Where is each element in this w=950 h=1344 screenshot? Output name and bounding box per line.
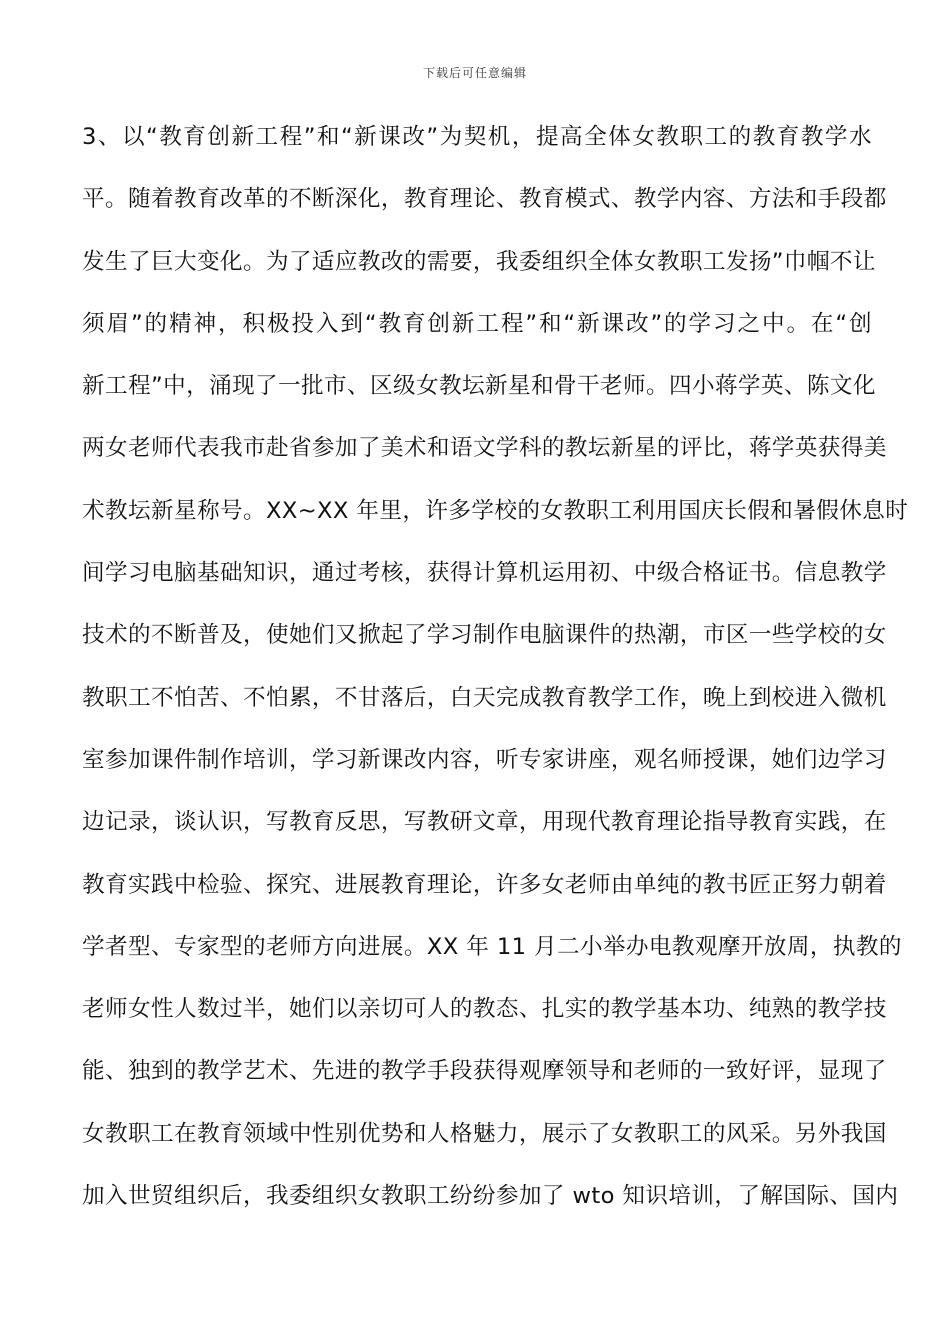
- body-paragraph: [82, 112, 909, 1233]
- text-line: 教育实践中检验、探究、进展教育理论，许多女老师由单纯的教书匠正努力朝着: [82, 871, 887, 898]
- text-line: 间学习电脑基础知识，通过考核，获得计算机运用初、中级合格证书。信息教学: [82, 560, 887, 587]
- text-line: 室参加课件制作培训，学习新课改内容，听专家讲座，观名师授课，她们边学习: [82, 746, 887, 773]
- text-line: 发生了巨大变化。为了适应教改的需要，我委组织全体女教职工发扬”巾帼不让: [82, 248, 876, 275]
- text-line: 边记录，谈认识，写教育反思，写教研文章，用现代教育理论指导教育实践，在: [82, 809, 887, 836]
- page-header: 下载后可任意编辑: [422, 66, 527, 80]
- text-line: 新工程”中，涌现了一批市、区级女教坛新星和骨干老师。四小蒋学英、陈文化: [82, 373, 876, 400]
- text-line: 须眉”的精神，积极投入到“教育创新工程”和“新课改”的学习之中。在“创: [82, 310, 872, 337]
- text-line: 3、以“教育创新工程”和“新课改”为契机，提高全体女教职工的教育教学水: [82, 124, 872, 150]
- text-line: 女教职工在教育领域中性别优势和人格魅力，展示了女教职工的风采。另外我国: [82, 1120, 887, 1147]
- text-line: 教职工不怕苦、不怕累，不甘落后，白天完成教育教学工作，晚上到校进入微机: [82, 684, 887, 711]
- text-line: 老师女性人数过半，她们以亲切可人的教态、扎实的教学基本功、纯熟的教学技: [82, 996, 887, 1023]
- text-line: 加入世贸组织后，我委组织女教职工纷纷参加了 wto 知识培训，了解国际、国内: [82, 1183, 899, 1210]
- text-line: 两女老师代表我市赴省参加了美术和语文学科的教坛新星的评比，蒋学英获得美: [82, 435, 887, 462]
- text-line: 技术的不断普及，使她们又掀起了学习制作电脑课件的热潮，市区一些学校的女: [82, 622, 887, 649]
- text-line: 学者型、专家型的老师方向进展。XX 年 11 月二小举办电教观摩开放周，执教的: [82, 933, 902, 960]
- text-line: 能、独到的教学艺术、先进的教学手段获得观摩领导和老师的一致好评，显现了: [82, 1058, 887, 1085]
- text-line: 平。随着教育改革的不断深化，教育理论、教育模式、教学内容、方法和手段都: [82, 186, 887, 213]
- text-line: 术教坛新星称号。XX~XX 年里，许多学校的女教职工利用国庆长假和暑假休息时: [82, 497, 909, 524]
